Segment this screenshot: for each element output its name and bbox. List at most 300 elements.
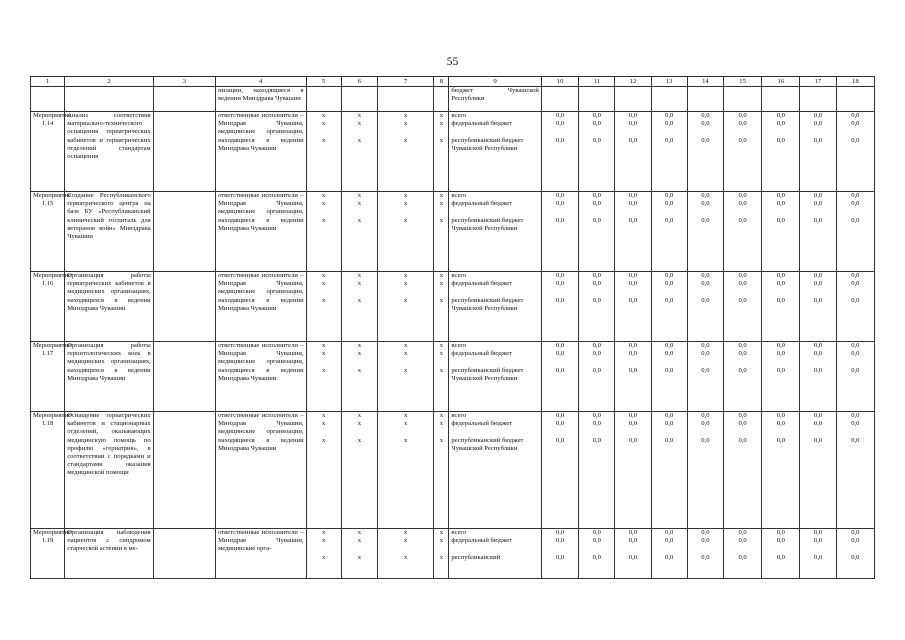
value: 0,0	[628, 366, 638, 374]
value: 0,0	[851, 537, 860, 545]
value-cell	[836, 272, 874, 342]
value: 0,0	[738, 350, 747, 358]
x-mark: x	[439, 200, 444, 208]
col-header: 1	[31, 77, 65, 87]
value: 0,0	[592, 112, 601, 119]
value: 0,0	[813, 280, 823, 288]
value: 0,0	[555, 420, 565, 428]
value: 0,0	[851, 420, 860, 428]
value-cell	[800, 342, 836, 412]
x-mark-cell	[306, 272, 341, 342]
event-col3	[153, 342, 215, 412]
x-mark: x	[357, 537, 362, 545]
x-mark-cell	[306, 112, 341, 192]
funding-source: всего	[451, 192, 467, 199]
x-mark: x	[439, 342, 444, 349]
value: 0,0	[592, 272, 601, 279]
x-mark: x	[322, 200, 326, 208]
value: 0,0	[592, 192, 601, 199]
value: 0,0	[851, 272, 860, 279]
value: 0,0	[555, 136, 565, 144]
value: 0,0	[851, 200, 860, 208]
funding-source: республиканский бюджет Чувашской Республики	[451, 366, 524, 382]
value: 0,0	[701, 529, 710, 536]
x-mark-cell	[434, 342, 449, 412]
value: 0,0	[851, 366, 860, 374]
x-mark: x	[439, 136, 444, 144]
value-cell	[651, 112, 687, 192]
event-id: Мероприятие 1.16	[31, 272, 65, 342]
event-col3	[153, 412, 215, 529]
x-mark: x	[357, 280, 362, 288]
value: 0,0	[665, 553, 674, 561]
value-cell	[800, 192, 836, 272]
event-col3	[153, 112, 215, 192]
value: 0,0	[738, 296, 747, 304]
x-mark: x	[322, 420, 326, 428]
value: 0,0	[813, 120, 823, 128]
x-mark: x	[404, 192, 408, 199]
funding-sources	[449, 412, 542, 529]
value-cell	[651, 529, 687, 579]
value-cell	[615, 112, 651, 192]
value-cell	[723, 342, 761, 412]
funding-source: всего	[451, 529, 467, 536]
value-cell	[541, 272, 578, 342]
value-cell	[800, 412, 836, 529]
value: 0,0	[592, 280, 601, 288]
event-description: Организация наблюдения пациентов с синдромом старческой астении в ме-	[65, 529, 154, 579]
x-mark: x	[357, 296, 362, 304]
value: 0,0	[776, 412, 785, 419]
col-header: 17	[800, 77, 836, 87]
x-mark: x	[404, 553, 408, 561]
value-cell	[723, 272, 761, 342]
value: 0,0	[776, 436, 785, 444]
event-row	[31, 112, 875, 192]
value: 0,0	[665, 200, 674, 208]
value: 0,0	[555, 296, 565, 304]
value: 0,0	[851, 553, 860, 561]
value: 0,0	[813, 436, 823, 444]
col-header: 16	[762, 77, 800, 87]
value: 0,0	[555, 120, 565, 128]
value-cell	[541, 529, 578, 579]
value: 0,0	[628, 296, 638, 304]
x-mark: x	[322, 112, 326, 119]
value: 0,0	[738, 529, 747, 536]
x-mark: x	[404, 120, 408, 128]
event-executor: ответственные исполнители – Минздрав Чувашии, медицинские организации, находящиеся в ведении Минздрава Чувашии	[216, 342, 307, 412]
value-cell	[800, 272, 836, 342]
value: 0,0	[628, 420, 638, 428]
funding-source: всего	[451, 342, 467, 349]
x-mark-cell	[306, 342, 341, 412]
x-mark: x	[404, 537, 408, 545]
event-executor: ответственные исполнители – Минздрав Чувашии, медицинские организации, находящиеся в ведении Минздрава Чувашии	[216, 272, 307, 342]
value: 0,0	[628, 350, 638, 358]
x-mark-cell	[341, 192, 377, 272]
value: 0,0	[738, 366, 747, 374]
x-mark-cell	[378, 112, 434, 192]
value: 0,0	[701, 537, 710, 545]
x-mark: x	[322, 216, 326, 224]
funding-source: федеральный бюджет	[451, 350, 513, 358]
x-mark-cell	[341, 272, 377, 342]
value: 0,0	[776, 120, 785, 128]
value: 0,0	[738, 412, 747, 419]
col-header: 8	[434, 77, 449, 87]
value: 0,0	[592, 537, 601, 545]
value-cell	[541, 192, 578, 272]
value: 0,0	[665, 296, 674, 304]
x-mark: x	[439, 280, 444, 288]
x-mark: x	[404, 136, 408, 144]
value: 0,0	[738, 192, 747, 199]
funding-source: федеральный бюджет	[451, 420, 513, 428]
x-mark: x	[404, 366, 408, 374]
event-id: Мероприятие 1.18	[31, 412, 65, 529]
value: 0,0	[813, 272, 823, 279]
value: 0,0	[851, 280, 860, 288]
value: 0,0	[701, 216, 710, 224]
value: 0,0	[665, 280, 674, 288]
x-mark: x	[404, 420, 408, 428]
value: 0,0	[701, 200, 710, 208]
x-mark: x	[404, 342, 408, 349]
value-cell	[579, 342, 615, 412]
x-mark-cell	[341, 529, 377, 579]
value: 0,0	[628, 112, 638, 119]
x-mark-cell	[434, 112, 449, 192]
value-cell	[579, 192, 615, 272]
x-mark: x	[322, 272, 326, 279]
value: 0,0	[592, 420, 601, 428]
value: 0,0	[628, 436, 638, 444]
event-col3	[153, 272, 215, 342]
x-mark: x	[357, 553, 362, 561]
event-description: Создание Республиканского гериатрического центра на базе БУ «Республиканский клинический госпиталь для ветеранов войн» Минздрава Чувашии	[65, 192, 154, 272]
event-col3	[153, 192, 215, 272]
funding-source: республиканский бюджет Чувашской Республики	[451, 216, 524, 232]
x-mark: x	[439, 120, 444, 128]
value-cell	[762, 342, 800, 412]
value: 0,0	[851, 120, 860, 128]
col-header: 4	[216, 77, 307, 87]
x-mark-cell	[378, 272, 434, 342]
value-cell	[723, 112, 761, 192]
col-header: 13	[651, 77, 687, 87]
value: 0,0	[628, 553, 638, 561]
value: 0,0	[851, 436, 860, 444]
value: 0,0	[851, 529, 860, 536]
value: 0,0	[665, 120, 674, 128]
value: 0,0	[776, 366, 785, 374]
value: 0,0	[701, 553, 710, 561]
value: 0,0	[592, 436, 601, 444]
funding-source: республиканский бюджет Чувашской Республики	[451, 436, 524, 452]
event-id: Мероприятие 1.14	[31, 112, 65, 192]
value: 0,0	[701, 280, 710, 288]
x-mark: x	[322, 537, 326, 545]
value-cell	[651, 342, 687, 412]
x-mark: x	[439, 192, 444, 199]
value: 0,0	[738, 120, 747, 128]
x-mark: x	[357, 112, 362, 119]
value: 0,0	[665, 529, 674, 536]
value: 0,0	[776, 529, 785, 536]
x-mark-cell	[306, 529, 341, 579]
value: 0,0	[813, 200, 823, 208]
event-col3	[153, 529, 215, 579]
x-mark-cell	[378, 529, 434, 579]
value-cell	[615, 272, 651, 342]
funding-sources	[449, 192, 542, 272]
value: 0,0	[738, 216, 747, 224]
x-mark: x	[404, 216, 408, 224]
value: 0,0	[555, 342, 565, 349]
x-mark: x	[439, 529, 444, 536]
x-mark-cell	[434, 529, 449, 579]
value: 0,0	[701, 436, 710, 444]
x-mark-cell	[378, 412, 434, 529]
value: 0,0	[701, 192, 710, 199]
value-cell	[762, 412, 800, 529]
value: 0,0	[851, 136, 860, 144]
x-mark: x	[357, 366, 362, 374]
value: 0,0	[776, 112, 785, 119]
x-mark: x	[357, 272, 362, 279]
value: 0,0	[851, 192, 860, 199]
value: 0,0	[628, 280, 638, 288]
value-cell	[723, 412, 761, 529]
x-mark: x	[439, 296, 444, 304]
event-id: Мероприятие 1.17	[31, 342, 65, 412]
value: 0,0	[555, 350, 565, 358]
col-header: 10	[541, 77, 578, 87]
value: 0,0	[555, 192, 565, 199]
value: 0,0	[776, 350, 785, 358]
value: 0,0	[592, 216, 601, 224]
value: 0,0	[665, 192, 674, 199]
value-cell	[836, 112, 874, 192]
col-header: 6	[341, 77, 377, 87]
value: 0,0	[776, 420, 785, 428]
value: 0,0	[738, 136, 747, 144]
value: 0,0	[738, 112, 747, 119]
value-cell	[762, 529, 800, 579]
value: 0,0	[592, 120, 601, 128]
value: 0,0	[813, 342, 823, 349]
page-number: 55	[446, 56, 459, 68]
x-mark: x	[439, 537, 444, 545]
value: 0,0	[555, 216, 565, 224]
value: 0,0	[776, 192, 785, 199]
funding-source: федеральный бюджет	[451, 120, 513, 128]
value-cell	[687, 529, 723, 579]
x-mark-cell	[434, 412, 449, 529]
value: 0,0	[555, 436, 565, 444]
value-cell	[687, 112, 723, 192]
event-executor: ответственные исполнители – Минздрав Чувашии, медицинские организации, находящиеся в ведении Минздрава Чувашии	[216, 192, 307, 272]
value-cell	[651, 412, 687, 529]
value-cell	[541, 112, 578, 192]
value-cell	[687, 272, 723, 342]
value-cell	[579, 412, 615, 529]
x-mark: x	[322, 342, 326, 349]
header-row	[31, 77, 875, 87]
event-executor: ответственные исполнители – Минздрав Чувашии, медицинские орга-	[216, 529, 307, 579]
value: 0,0	[665, 366, 674, 374]
funding-source: республиканский	[451, 553, 501, 561]
event-description: Оснащение гериатрических кабинетов и стационарных отделений, оказывающих медицинскую помощь по профилю «гериатрия», в соответствии с порядками и стандартами оказания медицинской помощи	[65, 412, 154, 529]
x-mark: x	[322, 192, 326, 199]
value: 0,0	[851, 216, 860, 224]
value: 0,0	[851, 112, 860, 119]
value: 0,0	[701, 366, 710, 374]
value: 0,0	[738, 420, 747, 428]
value: 0,0	[555, 280, 565, 288]
value: 0,0	[738, 272, 747, 279]
x-mark: x	[322, 350, 326, 358]
funding-source: всего	[451, 112, 467, 119]
funding-source: федеральный бюджет	[451, 200, 513, 208]
event-row	[31, 529, 875, 579]
value: 0,0	[813, 553, 823, 561]
col-header: 15	[723, 77, 761, 87]
funding-sources	[449, 112, 542, 192]
value: 0,0	[701, 412, 710, 419]
col-header: 5	[306, 77, 341, 87]
value-cell	[762, 112, 800, 192]
cont-funding: бюджет Чувашской Республики	[449, 87, 542, 112]
value: 0,0	[701, 296, 710, 304]
value: 0,0	[851, 350, 860, 358]
value: 0,0	[592, 350, 601, 358]
value-cell	[651, 192, 687, 272]
x-mark: x	[357, 412, 362, 419]
value-cell	[615, 342, 651, 412]
x-mark: x	[439, 420, 444, 428]
value: 0,0	[592, 136, 601, 144]
value: 0,0	[851, 342, 860, 349]
value: 0,0	[555, 537, 565, 545]
x-mark: x	[322, 553, 326, 561]
x-mark: x	[357, 200, 362, 208]
value: 0,0	[701, 272, 710, 279]
value: 0,0	[851, 296, 860, 304]
x-mark-cell	[341, 412, 377, 529]
value-cell	[687, 412, 723, 529]
value: 0,0	[701, 120, 710, 128]
value: 0,0	[701, 342, 710, 349]
value: 0,0	[555, 272, 565, 279]
value: 0,0	[701, 112, 710, 119]
value-cell	[836, 342, 874, 412]
value: 0,0	[628, 342, 638, 349]
value-cell	[687, 192, 723, 272]
x-mark: x	[404, 280, 408, 288]
x-mark: x	[357, 436, 362, 444]
col-header: 7	[378, 77, 434, 87]
x-mark: x	[322, 529, 326, 536]
value: 0,0	[701, 350, 710, 358]
x-mark: x	[322, 366, 326, 374]
x-mark-cell	[306, 192, 341, 272]
col-header: 11	[579, 77, 615, 87]
value: 0,0	[813, 529, 823, 536]
value: 0,0	[665, 412, 674, 419]
value-cell	[723, 192, 761, 272]
x-mark: x	[357, 529, 362, 536]
value: 0,0	[738, 342, 747, 349]
x-mark: x	[404, 412, 408, 419]
event-executor: ответственные исполнители – Минздрав Чувашии, медицинские организации, находящиеся в ведении Минздрава Чувашии	[216, 112, 307, 192]
x-mark: x	[439, 350, 444, 358]
event-row	[31, 412, 875, 529]
value: 0,0	[776, 216, 785, 224]
funding-source: всего	[451, 272, 467, 279]
x-mark: x	[357, 192, 362, 199]
x-mark: x	[357, 342, 362, 349]
x-mark: x	[439, 553, 444, 561]
value-cell	[541, 342, 578, 412]
x-mark: x	[322, 296, 326, 304]
value: 0,0	[665, 216, 674, 224]
value: 0,0	[665, 420, 674, 428]
x-mark-cell	[378, 342, 434, 412]
x-mark: x	[322, 136, 326, 144]
event-description: Организация работы геронтологических коек в медицинских организациях, находящихся в ведении Минздрава Чувашии	[65, 342, 154, 412]
col-header: 18	[836, 77, 874, 87]
value: 0,0	[665, 112, 674, 119]
x-mark: x	[322, 280, 326, 288]
value-cell	[651, 272, 687, 342]
cont-executor: низации, находящиеся в ведении Минздрава Чувашии	[216, 87, 307, 112]
value: 0,0	[813, 412, 823, 419]
value: 0,0	[555, 112, 565, 119]
value-cell	[836, 412, 874, 529]
event-row	[31, 192, 875, 272]
x-mark: x	[357, 136, 362, 144]
value: 0,0	[813, 350, 823, 358]
funding-sources	[449, 529, 542, 579]
value: 0,0	[628, 192, 638, 199]
funding-source: всего	[451, 412, 467, 419]
x-mark: x	[439, 272, 444, 279]
value: 0,0	[628, 120, 638, 128]
x-mark: x	[404, 200, 408, 208]
value: 0,0	[628, 200, 638, 208]
funding-source: федеральный бюджет	[451, 280, 513, 288]
value: 0,0	[628, 537, 638, 545]
event-row	[31, 272, 875, 342]
col-header: 14	[687, 77, 723, 87]
value-cell	[800, 529, 836, 579]
value-cell	[579, 112, 615, 192]
value: 0,0	[776, 272, 785, 279]
continuation-row	[31, 87, 875, 112]
value: 0,0	[738, 537, 747, 545]
x-mark: x	[404, 296, 408, 304]
value: 0,0	[813, 112, 823, 119]
value: 0,0	[701, 420, 710, 428]
value: 0,0	[776, 200, 785, 208]
event-row	[31, 342, 875, 412]
x-mark: x	[322, 120, 326, 128]
x-mark-cell	[341, 112, 377, 192]
funding-sources	[449, 272, 542, 342]
